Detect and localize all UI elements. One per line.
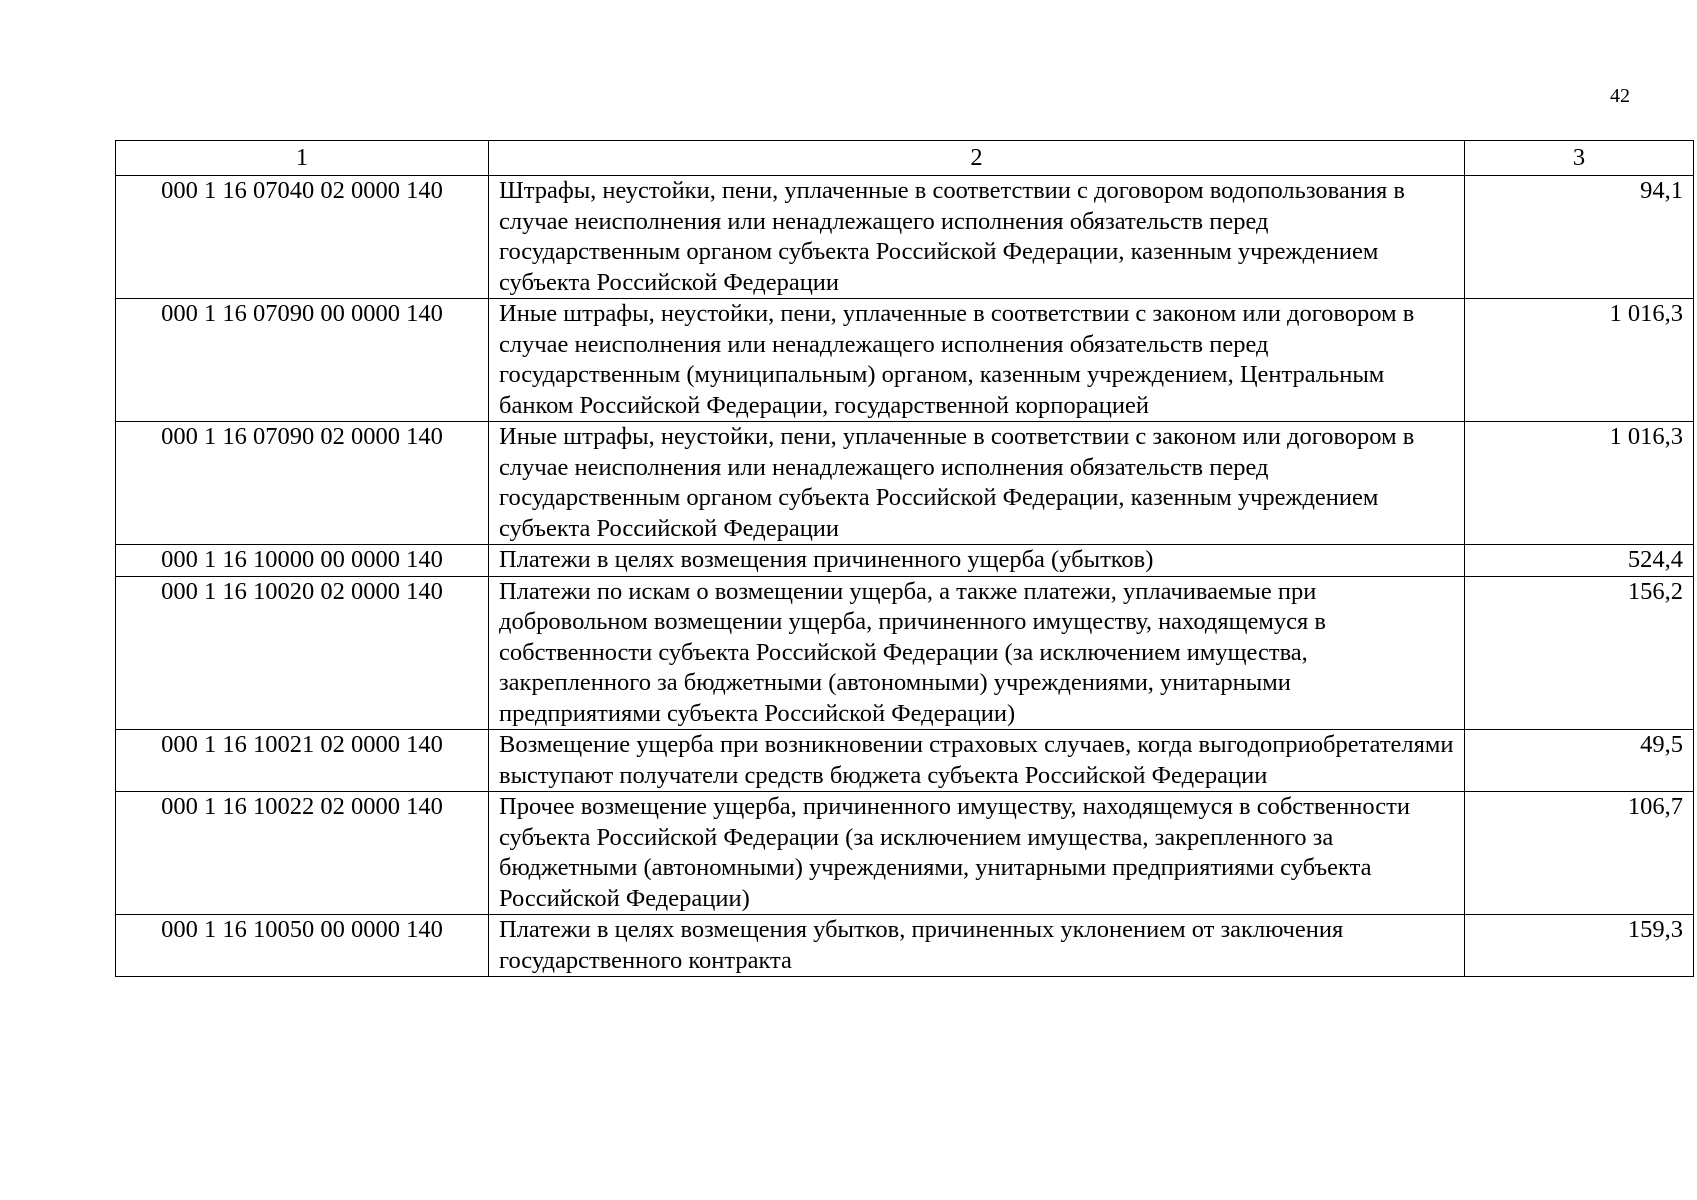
budget-code: 000 1 16 10022 02 0000 140	[116, 792, 489, 915]
budget-code: 000 1 16 10000 00 0000 140	[116, 545, 489, 577]
income-name: Возмещение ущерба при возникновении страховых случаев, когда выгодоприобретателями выступают получатели средств бюджета субъекта Российской Федерации	[489, 730, 1465, 792]
budget-code: 000 1 16 10021 02 0000 140	[116, 730, 489, 792]
column-header-3: 3	[1465, 141, 1694, 176]
income-name: Платежи по искам о возмещении ущерба, а также платежи, уплачиваемые при добровольном возмещении ущерба, причиненного имуществу, находящемуся в собственности субъекта Российской Федерации (за исключением имущества, закрепленного за бюджетными (автономными) учреждениями, унитарными предприятиями субъекта Российской Федерации)	[489, 576, 1465, 730]
table-row	[116, 730, 1694, 792]
income-name: Иные штрафы, неустойки, пени, уплаченные в соответствии с законом или договором в случае неисполнения или ненадлежащего исполнения обязательств перед государственным органом субъекта Российской Федерации, казенным учреждением субъекта Российской Федерации	[489, 422, 1465, 545]
amount: 94,1	[1465, 176, 1694, 299]
income-name: Иные штрафы, неустойки, пени, уплаченные в соответствии с законом или договором в случае неисполнения или ненадлежащего исполнения обязательств перед государственным (муниципальным) органом, казенным учреждением, Центральным банком Российской Федерации, государственной корпорацией	[489, 299, 1465, 422]
table-row	[116, 422, 1694, 545]
amount: 1 016,3	[1465, 422, 1694, 545]
income-name: Платежи в целях возмещения убытков, причиненных уклонением от заключения государственного контракта	[489, 915, 1465, 977]
table-row	[116, 576, 1694, 730]
amount: 1 016,3	[1465, 299, 1694, 422]
table-row	[116, 299, 1694, 422]
amount: 524,4	[1465, 545, 1694, 577]
table-row	[116, 915, 1694, 977]
table-row	[116, 792, 1694, 915]
budget-code: 000 1 16 07090 00 0000 140	[116, 299, 489, 422]
table-row	[116, 545, 1694, 577]
budget-code: 000 1 16 10050 00 0000 140	[116, 915, 489, 977]
page-number: 42	[1610, 85, 1630, 107]
budget-code: 000 1 16 07040 02 0000 140	[116, 176, 489, 299]
table-row	[116, 176, 1694, 299]
amount: 106,7	[1465, 792, 1694, 915]
amount: 159,3	[1465, 915, 1694, 977]
amount: 156,2	[1465, 576, 1694, 730]
budget-table	[115, 140, 1694, 977]
amount: 49,5	[1465, 730, 1694, 792]
income-name: Прочее возмещение ущерба, причиненного имуществу, находящемуся в собственности субъекта Российской Федерации (за исключением имущества, закрепленного за бюджетными (автономными) учреждениями, унитарными предприятиями субъекта Российской Федерации)	[489, 792, 1465, 915]
income-name: Платежи в целях возмещения причиненного ущерба (убытков)	[489, 545, 1465, 577]
column-header-2: 2	[489, 141, 1465, 176]
budget-code: 000 1 16 10020 02 0000 140	[116, 576, 489, 730]
budget-code: 000 1 16 07090 02 0000 140	[116, 422, 489, 545]
table-header-row	[116, 141, 1694, 176]
column-header-1: 1	[116, 141, 489, 176]
income-name: Штрафы, неустойки, пени, уплаченные в соответствии с договором водопользования в случае неисполнения или ненадлежащего исполнения обязательств перед государственным органом субъекта Российской Федерации, казенным учреждением субъекта Российской Федерации	[489, 176, 1465, 299]
